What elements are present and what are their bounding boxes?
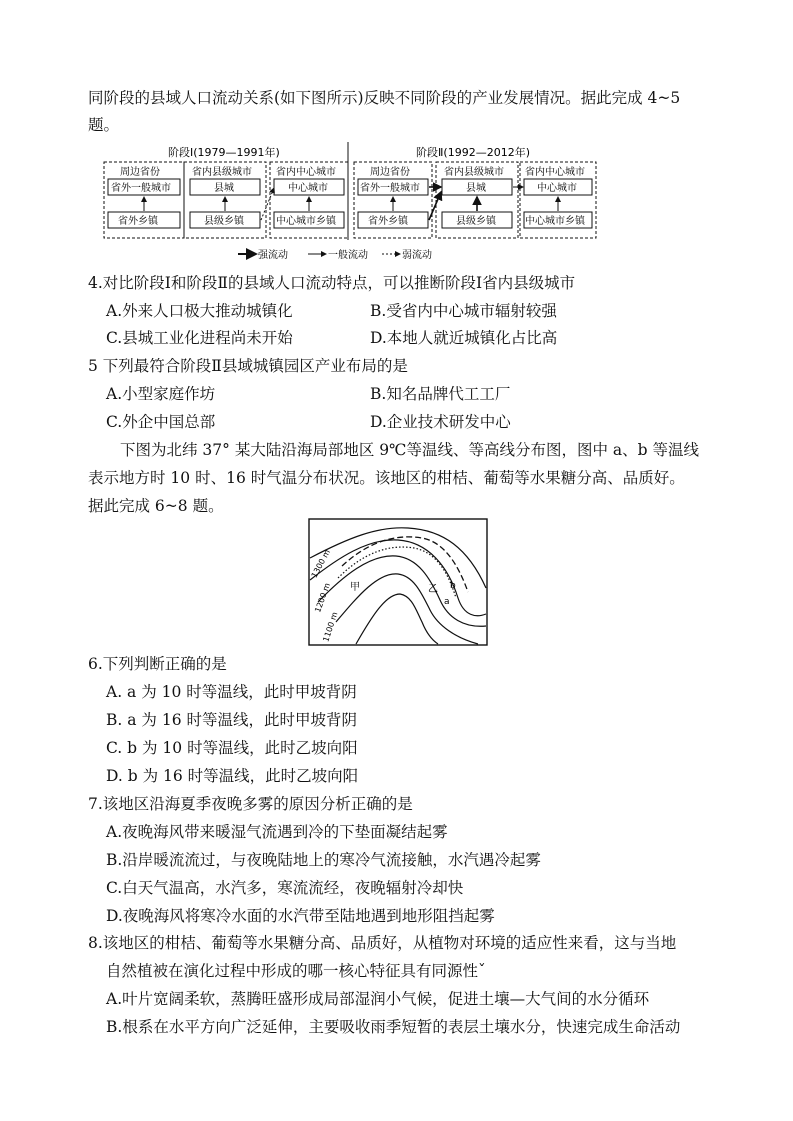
intro2-text-end: 据此完成 6~8 题。 [88,497,224,515]
q6-option-c: C. b 为 10 时等温线，此时乙坡向阳 [106,739,358,757]
q7-option-d: D.夜晚海风将寒冷水面的水汽带至陆地遇到地形阻挡起雾 [106,907,495,925]
stage1-title: 阶段Ⅰ(1979—1991年) [168,146,280,159]
stage1-col3-box1: 中心城市 [288,183,328,194]
stage1-col3-box2: 中心城市乡镇 [276,216,336,227]
q5-option-a: A.小型家庭作坊 [106,385,216,403]
stage2-col1-header: 周边省份 [370,167,410,178]
flow-legend [238,248,432,261]
stage2-col2-box1: 县城 [466,183,486,194]
q6-option-b: B. a 为 16 时等温线，此时甲坡背阴 [106,711,357,729]
stage2-col2-header: 省内县级城市 [444,167,504,178]
intro-text-cont: 题。 [88,116,120,134]
legend-strong: 强流动 [258,250,288,261]
stage2-col1-box1: 省外一般城市 [360,183,420,194]
q6-option-d: D. b 为 16 时等温线，此时乙坡向阳 [106,767,359,785]
stage1-col3-header: 省内中心城市 [276,167,336,178]
stage1-col2-box1: 县城 [214,183,234,194]
q8-option-b: B.根系在水平方向广泛延伸，主要吸收雨季短暂的表层土壤水分，快速完成生命活动 [106,1018,681,1036]
population-flow-diagram [98,142,598,262]
stage1-col1-header: 周边省份 [120,167,160,178]
stage1-col2-box2: 县级乡镇 [204,216,244,227]
intro2-text: 下图为北纬 37° 某大陆沿海局部地区 9℃等温线、等高线分布图，图中 a、b 等温线 [120,441,699,459]
stage2-col2-box2: 县级乡镇 [456,216,496,227]
slope-label-yi: 乙 [428,584,438,595]
q8-option-a: A.叶片宽阔柔软，蒸腾旺盛形成局部湿润小气候，促进土壤—大气间的水分循环 [106,990,650,1008]
q4-option-a: A.外来人口极大推动城镇化 [106,302,293,320]
legend-normal: 一般流动 [328,250,368,261]
stage2-col3-header: 省内中心城市 [525,167,585,178]
slope-label-jia: 甲 [350,582,360,593]
q6-option-a: A. a 为 10 时等温线，此时甲坡背阴 [106,683,357,701]
stage1-col1-box1: 省外一般城市 [111,183,171,194]
contour-label-1100: 1100 m [321,610,340,643]
contour-label-1200: 1200 m [313,581,333,614]
intro2-text-cont: 表示地方时 10 时、16 时气温分布状况。该地区的柑桔、葡萄等水果糖分高、品质好。 [88,469,685,487]
q4-option-d: D.本地人就近城镇化占比高 [370,329,558,347]
q6-stem: 6.下列判断正确的是 [88,655,227,673]
stage2-col3-box2: 中心城市乡镇 [525,216,585,227]
q7-option-a: A.夜晚海风带来暖湿气流遇到冷的下垫面凝结起雾 [106,823,448,841]
isotherm-label-b: b [450,581,456,591]
q5-stem: 5 下列最符合阶段Ⅱ县域城镇园区产业布局的是 [88,357,408,375]
stage2-title: 阶段Ⅱ(1992—2012年) [416,146,530,159]
q5-option-c: C.外企中国总部 [106,413,216,431]
stage1-col2-header: 省内县级城市 [192,167,252,178]
stage2-col1-box2: 省外乡镇 [368,216,408,227]
stage1-col1-box2: 省外乡镇 [118,216,158,227]
stage1-group [104,162,348,238]
q8-stem-cont: 自然植被在演化过程中形成的哪一核心特征具有同源性ˇ [106,962,486,980]
contour-label-1300: 1300 m [309,548,333,580]
contour-isotherm-map [308,518,488,646]
q7-option-c: C.白天气温高，水汽多，寒流流经，夜晚辐射冷却快 [106,879,464,897]
stage2-col3-box1: 中心城市 [537,183,577,194]
q5-option-b: B.知名品牌代工工厂 [370,385,511,403]
intro-text: 同阶段的县域人口流动关系(如下图所示)反映不同阶段的产业发展情况。据此完成 4~5 [88,89,681,107]
legend-weak: 弱流动 [402,250,432,261]
q7-stem: 7.该地区沿海夏季夜晚多雾的原因分析正确的是 [88,795,413,813]
q7-option-b: B.沿岸暖流流过，与夜晚陆地上的寒冷气流接触，水汽遇冷起雾 [106,851,541,869]
q8-stem: 8.该地区的柑桔、葡萄等水果糖分高、品质好，从植物对环境的适应性来看，这与当地 [88,934,677,952]
stage2-group [354,162,596,238]
isotherm-label-a: a [444,597,450,607]
q4-option-b: B.受省内中心城市辐射较强 [370,302,557,320]
q4-stem: 4.对比阶段Ⅰ和阶段Ⅱ的县域人口流动特点，可以推断阶段Ⅰ省内县级城市 [88,274,576,292]
q5-option-d: D.企业技术研发中心 [370,413,511,431]
q4-option-c: C.县城工业化进程尚未开始 [106,329,293,347]
